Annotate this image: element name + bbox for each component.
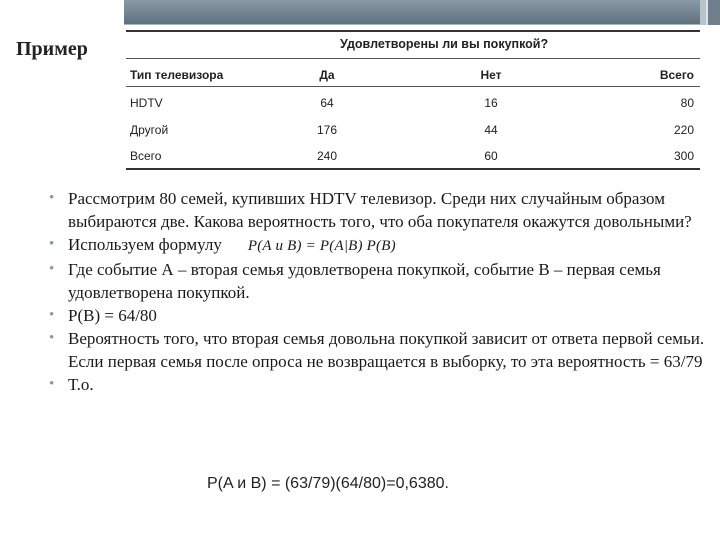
table-row-total-type: Всего [130, 149, 162, 163]
table-caption-rule [126, 58, 700, 59]
bullet-icon: • [49, 307, 55, 323]
table-row-other-type: Другой [130, 123, 169, 137]
header-decor-line [124, 24, 700, 25]
slide-title: Пример [16, 38, 88, 60]
list-item: • Где событие А – вторая семья удовлетворена покупкой, событие В – первая семья удовлетворена покупкой. [49, 260, 661, 302]
table-row-total-no: 60 [484, 149, 498, 163]
list-item: • Т.о. [49, 375, 94, 394]
bullet-list [46, 187, 706, 396]
formula-result: P(A и B) = (63/79)(64/80)=0,6380. [207, 475, 449, 492]
list-item: • Вероятность того, что вторая семья довольна покупкой зависит от ответа первой семьи. Если первая семья после опроса не возвращается в выборку, то эта вероятность = 63/79 [49, 329, 705, 371]
bullet-icon: • [49, 190, 55, 206]
table-header-yes: Да [319, 68, 335, 82]
bullet-icon: • [49, 376, 55, 392]
table-bottom-rule [126, 168, 700, 170]
table-header-rule [126, 86, 700, 87]
satisfaction-table [126, 28, 700, 170]
table-row-other-yes: 176 [316, 123, 338, 137]
table-header-no: Нет [480, 68, 502, 82]
formula-general: P(A и B) = P(A|B) P(B) [247, 238, 396, 254]
list-item: • Используем формулу P(A и B) = P(A|B) P(B) [49, 235, 396, 254]
table-row-total-yes: 240 [316, 149, 338, 163]
header-decor-bar [124, 0, 700, 24]
bullet-icon: • [49, 330, 55, 346]
table-row-hdtv-no: 16 [484, 96, 498, 110]
table-top-rule [126, 30, 700, 32]
table-header-type: Тип телевизора [130, 68, 224, 82]
table-row-hdtv-total: 80 [680, 96, 694, 110]
bullet-icon: • [49, 261, 55, 277]
table-row-other-total: 220 [673, 123, 694, 137]
table-header-total: Всего [659, 68, 694, 82]
table-row-hdtv-yes: 64 [320, 96, 334, 110]
table-row-total-total: 300 [673, 149, 694, 163]
corner-decor-dark [706, 0, 720, 25]
list-item: • Рассмотрим 80 семей, купивших HDTV телевизор. Среди них случайным образом выбираются две. Какова вероятность того, что оба покупателя окажутся довольными? [49, 189, 692, 231]
table-row-hdtv-type: HDTV [130, 96, 163, 110]
bullet-icon: • [49, 236, 55, 252]
list-item: • P(B) = 64/80 [49, 306, 157, 325]
table-caption: Удовлетворены ли вы покупкой? [340, 37, 549, 51]
table-row-other-no: 44 [484, 123, 498, 137]
